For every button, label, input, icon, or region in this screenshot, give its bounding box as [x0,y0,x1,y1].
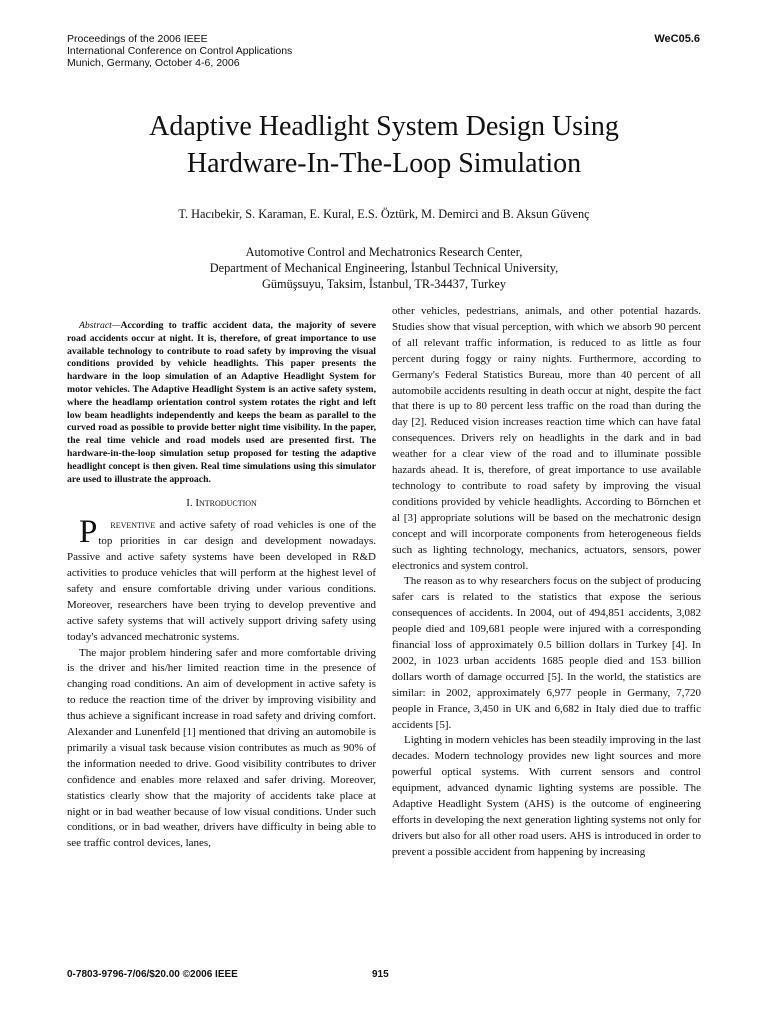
footer-isbn: 0-7803-9796-7/06/$20.00 ©2006 IEEE [67,969,238,980]
right-column [392,304,701,861]
author-list: T. Hacıbekir, S. Karaman, E. Kural, E.S. Öztürk, M. Demirci and B. Aksun Güvenç [178,207,590,221]
proceedings-line: Proceedings of the 2006 IEEE [67,33,208,45]
abstract [67,320,376,486]
paper-title [60,108,708,182]
left-column [67,320,376,852]
session-code: WeC05.6 [654,33,700,45]
body-paragraph: The major problem hindering safer and more comfortable driving is the driver and his/her limited reaction time in the presence of changing road conditions. An aim of development in active safety is to reduce the reaction time of the driver by improving visibility and thus achieve a significant increase in road safety and driving comfort. Alexander and Lunenfeld [1] mentioned that driving an automobile is primarily a visual task because vision contributes as much as 90% of the information needed to drive. Good visibility contributes to driver confidence and enables more relaxed and safer driving. Moreover, statistics clearly show that the majority of accidents take place at night or in bad weather because of low visual conditions. Under such conditions, or in bad weather, drivers have difficulty in being able to see traffic control devices, lanes, [67,646,376,850]
proceedings-line: International Conference on Control Applications [67,45,293,57]
drop-cap: P [79,514,98,551]
intro-small-caps: reventive [110,519,156,532]
body-paragraph: other vehicles, pedestrians, animals, and other potential hazards. Studies show that visual perception, with which we absorb 90 percent of all relevant traffic information, is reduced to as little as four percent during foggy or rainy nights. Furthermore, according to Germany's Federal Statistics Bureau, more than 40 percent of all automobile accidents resulting in death occur at night, despite the fact that there is up to 80 percent less traffic on the road than during the day [2]. Reduced vision increases reaction time which can have fatal consequences. Drivers rely on headlights in the dark and in bad weather for a clear view of the road and to illuminate possible hazards ahead. It is, therefore, of great importance to use available technology to contribute to road safety by improving the visual conditions provided by vehicle headlights. According to Börnchen et al [3] appropriate solutions will be based on the mechatronic design concept and will incorporate components from heterogeneous fields such as lighting technology, mechanics, actuators, sensors, power electronics and system control. [392,305,701,572]
title-line: Adaptive Headlight System Design Using [149,111,619,142]
title-line: Hardware-In-The-Loop Simulation [186,148,582,179]
affiliation-line: Automotive Control and Mechatronics Research Center, [245,245,523,259]
section-heading [67,496,376,512]
abstract-lead: Abstract— [79,320,121,331]
abstract-text: According to traffic accident data, the majority of severe road accidents occur at night. It is, therefore, of great importance to use available technology to contribute to road safety by improving the visual conditions provided by vehicle headlights. This paper presents the hardware in the loop simulation of an Adaptive Headlight System for motor vehicles. The Adaptive Headlight System is an active safety system, where the headlamp orientation control system rotates the right and left low beam headlights independently and keeps the beam as parallel to the curved road as possible to provide better night time visibility. In the paper, the real time vehicle and road models used are presented first. The hardware-in-the-loop simulation setup proposed for testing the adaptive headlight concept is then given. Real time simulations using this simulator are used to illustrate the approach. [67,320,376,485]
section-number: I. [186,497,193,510]
page-number: 915 [372,969,389,980]
affiliation [60,244,708,292]
intro-text: and active safety of road vehicles is one of the top priorities in car design and development nowadays. Passive and active safety systems have been developed in R&D activities to produce vehicles that will perform at the highest level of safety and ensure comfortable driving under various conditions. Moreover, researchers have been trying to develop preventive and active safety systems that will actively support driving safety using today's advanced mechatronic systems. [67,519,376,643]
section-title: Introduction [195,497,257,510]
body-paragraph: The reason as to why researchers focus on the subject of producing safer cars is related to the statistics that expose the serious consequences of accidents. In 2004, out of 494,851 accidents, 3,082 people died and 109,681 people were injured with a corresponding financial loss of approximately 0.5 billion dollars in Turkey [4]. In 2002, in 1023 urban accidents 1685 people died and 153 billion dollars worth of damage occurred [5]. In the world, the statistics are similar: in 2002, approximately 6,977 people in Germany, 7,720 people in France, 3,450 in UK and 6,682 in Italy died due to traffic accidents [5]. [392,575,701,731]
body-paragraph: Lighting in modern vehicles has been steadily improving in the last decades. Modern technology provides new light sources and more powerful optical systems. With current sensors and control equipment, advanced dynamic lighting systems are possible. The Adaptive Headlight System (AHS) is the outcome of engineering efforts in developing the next generation lighting systems not only for drivers but also for all other road users. AHS is introduced in order to prevent a possible accident from happening by increasing [392,734,701,858]
affiliation-line: Gümüşsuyu, Taksim, İstanbul, TR-34437, Turkey [262,277,506,291]
proceedings-header [67,33,292,69]
proceedings-line: Munich, Germany, October 4-6, 2006 [67,57,240,69]
affiliation-line: Department of Mechanical Engineering, İstanbul Technical University, [209,261,559,275]
intro-paragraph [67,514,376,645]
